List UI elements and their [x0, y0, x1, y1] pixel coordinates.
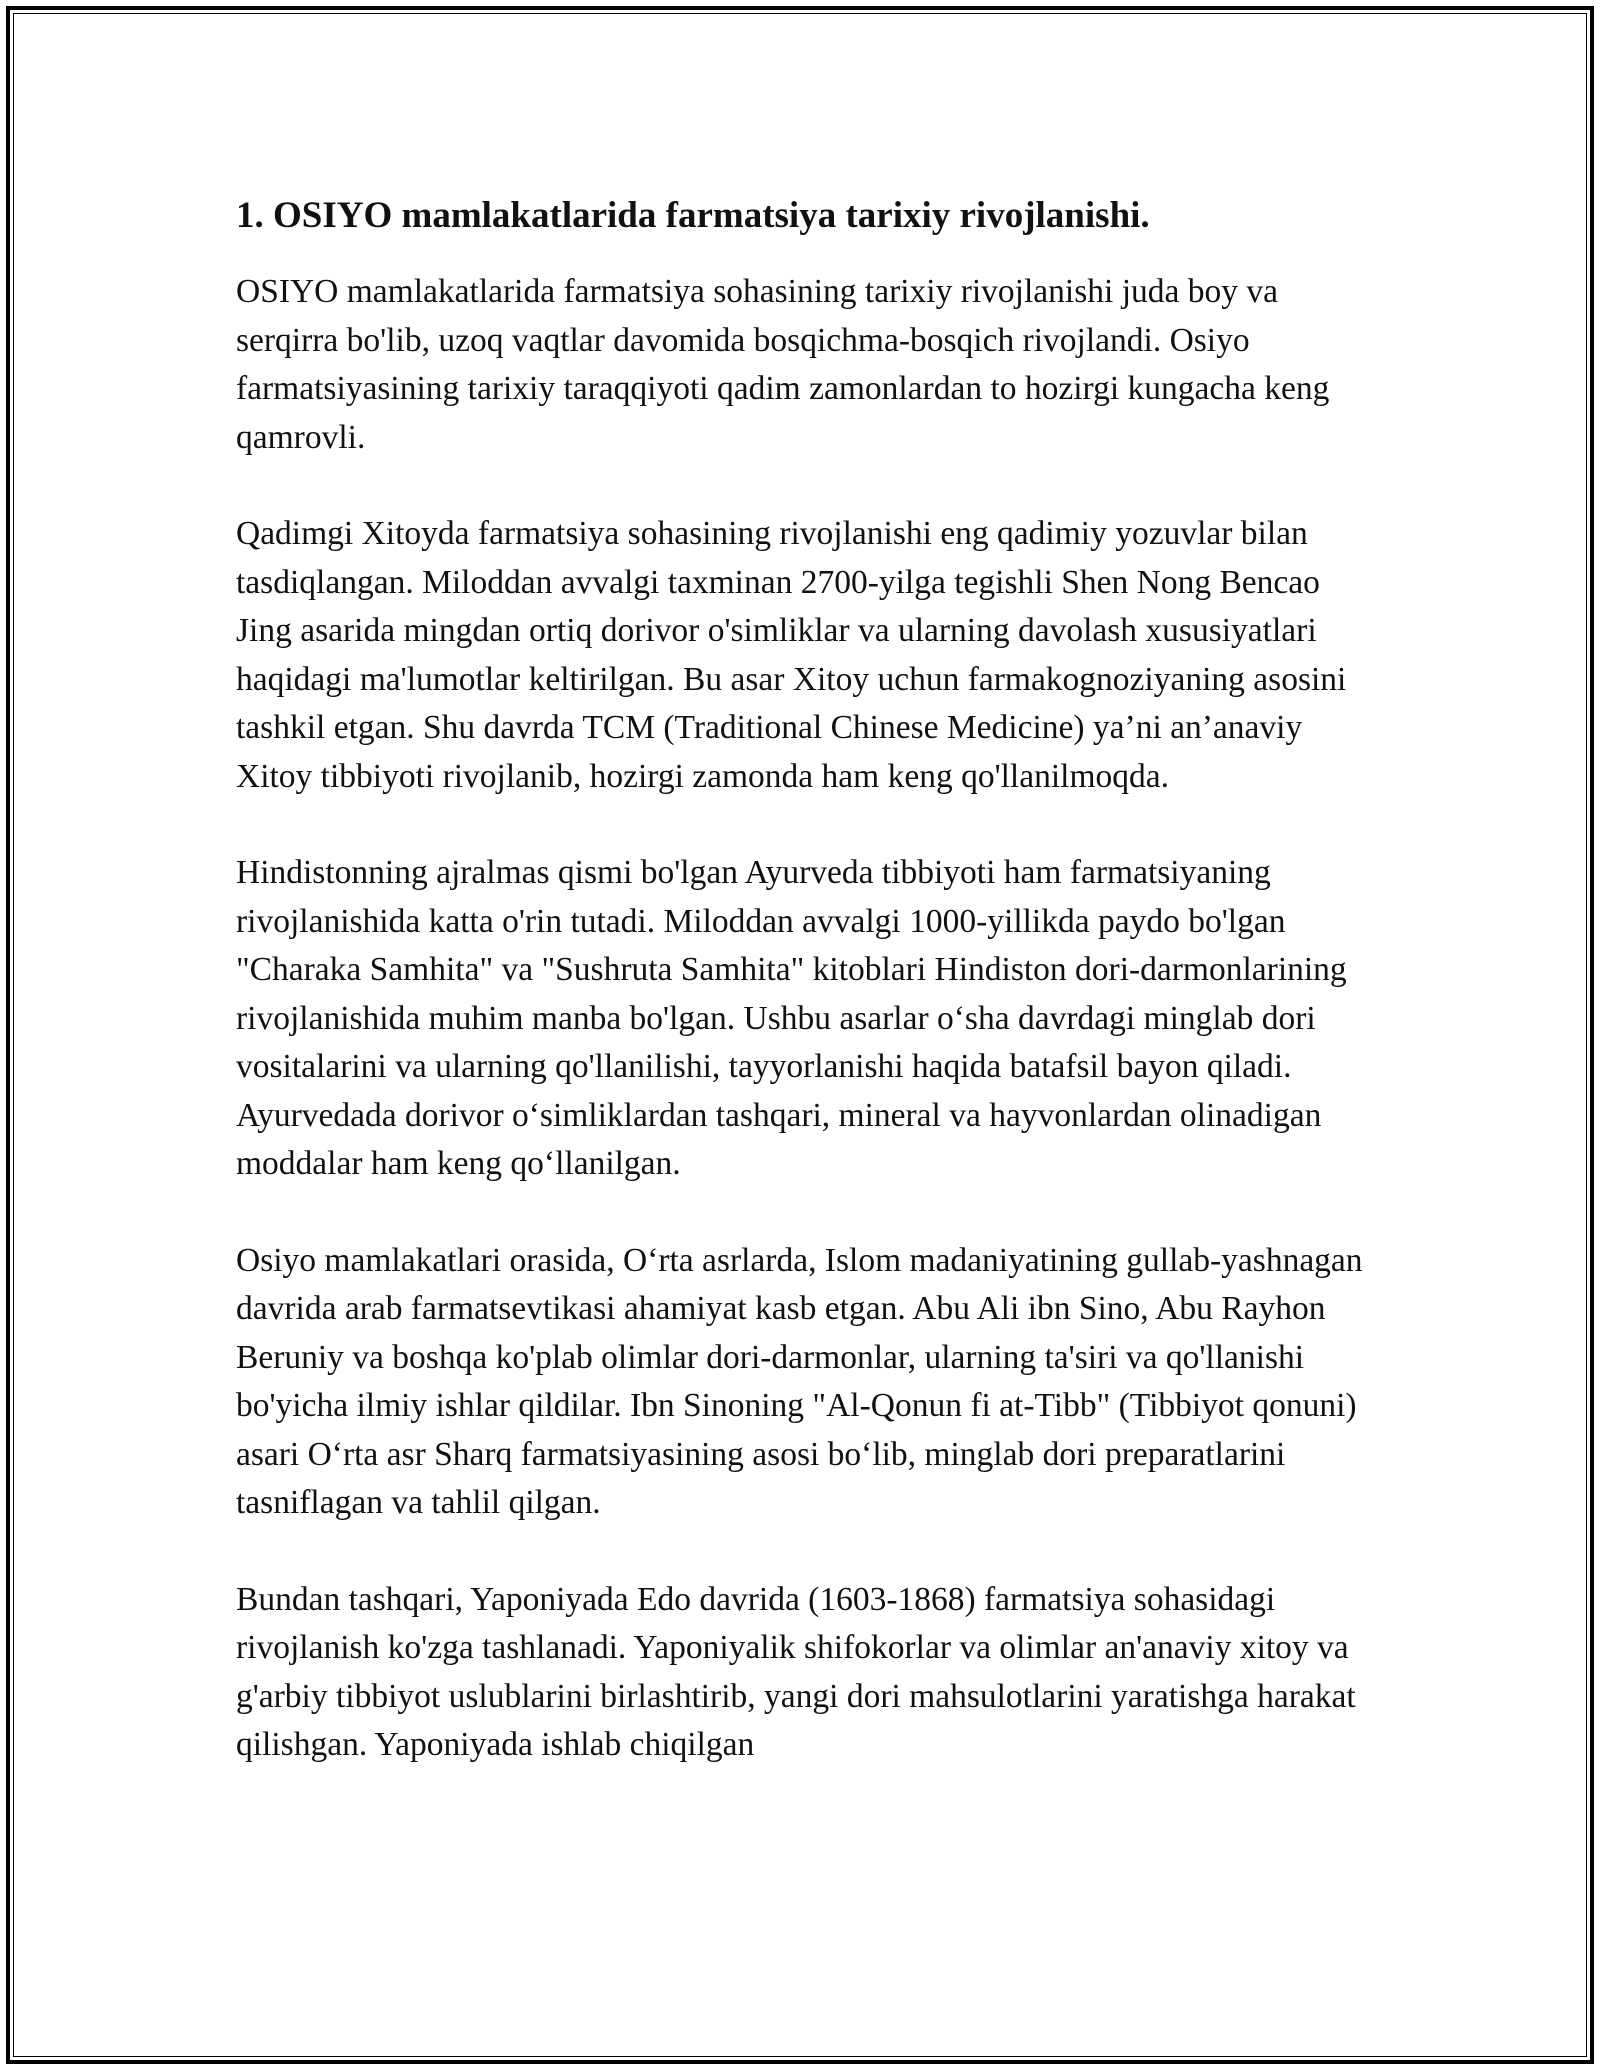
paragraph-china: Qadimgi Xitoyda farmatsiya sohasining rivojlanishi eng qadimiy yozuvlar bilan tasdiqlangan. Miloddan avvalgi taxminan 2700-yilga tegishli Shen Nong Bencao Jing asarida mingdan ortiq dorivor o'simliklar va ularning davolash xususiyatlari haqidagi ma'lumotlar keltirilgan. Bu asar Xitoy uchun farmakognoziyaning asosini tashkil etgan. Shu davrda TCM (Traditional Chinese Medicine) ya’ni an’anaviy Xitoy tibbiyoti rivojlanib, hozirgi zamonda ham keng qo'llanilmoqda.	[236, 515, 1347, 795]
section-heading: 1. OSIYO mamlakatlarida farmatsiya tarixiy rivojlanishi.	[236, 195, 1150, 236]
paragraph-japan: Bundan tashqari, Yaponiyada Edo davrida (1603-1868) farmatsiya sohasidagi rivojlanish ko'zga tashlanadi. Yaponiyalik shifokorlar va olimlar an'anaviy xitoy va g'arbiy tibbiyot uslublarini birlashtirib, yangi dori mahsulotlarini yaratishga harakat qilishgan. Yaponiyada ishlab chiqilgan	[236, 1580, 1356, 1763]
paragraph-india: Hindistonning ajralmas qismi bo'lgan Ayurveda tibbiyoti ham farmatsiyaning rivojlanishida katta o'rin tutadi. Miloddan avvalgi 1000-yillikda paydo bo'lgan "Charaka Samhita" va "Sushruta Samhita" kitoblari Hindiston dori-darmonlarining rivojlanishida muhim manba bo'lgan. Ushbu asarlar o‘sha davrdagi minglab dori vositalarini va ularning qo'llanilishi, tayyorlanishi haqida batafsil bayon qiladi. Ayurvedada dorivor o‘simliklardan tashqari, mineral va hayvonlardan olinadigan moddalar ham keng qo‘llanilgan.	[236, 854, 1347, 1182]
document-body	[236, 186, 1366, 1818]
paragraph-islamic: Osiyo mamlakatlari orasida, O‘rta asrlarda, Islom madaniyatining gullab-yashnagan davrida arab farmatsevtikasi ahamiyat kasb etgan. Abu Ali ibn Sino, Abu Rayhon Beruniy va boshqa ko'plab olimlar dori-darmonlar, ularning ta'siri va qo'llanishi bo'yicha ilmiy ishlar qildilar. Ibn Sinoning "Al-Qonun fi at-Tibb" (Tibbiyot qonuni) asari O‘rta asr Sharq farmatsiyasining asosi bo‘lib, minglab dori preparatlarini tasniflagan va tahlil qilgan.	[236, 1241, 1363, 1521]
paragraph-intro: OSIYO mamlakatlarida farmatsiya sohasining tarixiy rivojlanishi juda boy va serqirra bo'lib, uzoq vaqtlar davomida bosqichma-bosqich rivojlandi. Osiyo farmatsiyasining tarixiy taraqqiyoti qadim zamonlardan to hozirgi kungacha keng qamrovli.	[236, 273, 1330, 456]
